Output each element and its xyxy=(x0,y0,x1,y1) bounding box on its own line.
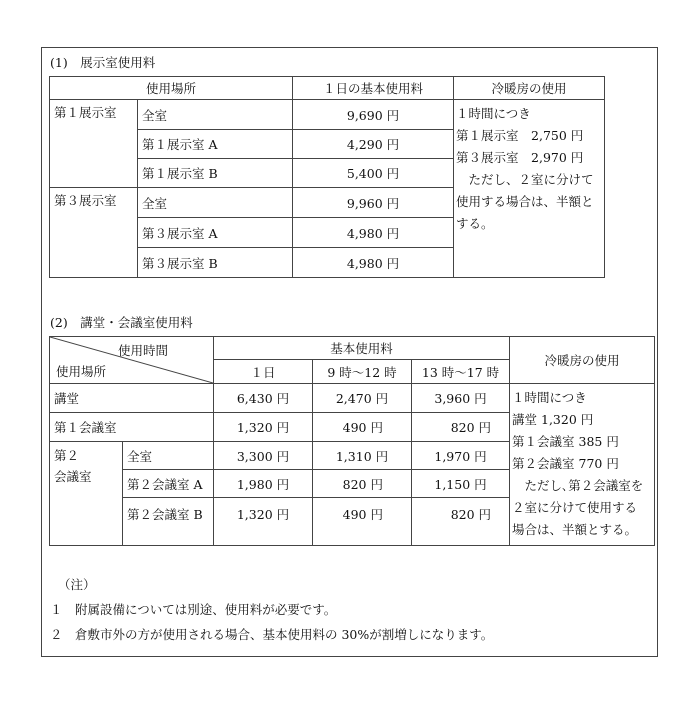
room-name: 第３展示室 B xyxy=(138,248,293,278)
diagonal-header-cell xyxy=(50,337,214,384)
fee-day: 1,980 円 xyxy=(214,470,313,498)
ac-note-line: １時間につき xyxy=(456,106,531,121)
ac-note-line: 第１会議室 385 円 xyxy=(512,434,619,449)
header-ac: 冷暖房の使用 xyxy=(454,77,605,100)
ac-note-line: ただし､第２会議室を xyxy=(512,478,644,493)
room-fee: 9,960 円 xyxy=(293,188,454,218)
group-name-line: 会議室 xyxy=(54,469,92,484)
fee-afternoon: 3,960 円 xyxy=(412,384,510,413)
notes-title: （注） xyxy=(58,577,96,592)
room-name: 全室 xyxy=(138,100,293,130)
hall-fee-table xyxy=(49,336,655,546)
room-name: 第１展示室 B xyxy=(138,159,293,188)
exhibition-fee-table xyxy=(49,76,605,278)
room-name: 第２会議室 A xyxy=(123,470,214,498)
ac-note-line: 第１展示室 2,750 円 xyxy=(456,128,584,143)
header-time: 使用時間 xyxy=(118,343,169,358)
fee-morning: 490 円 xyxy=(313,498,412,546)
fee-afternoon: 1,970 円 xyxy=(412,442,510,470)
fee-day: 6,430 円 xyxy=(214,384,313,413)
fee-afternoon: 820 円 xyxy=(412,413,510,442)
room-name: 第３展示室 A xyxy=(138,218,293,248)
section2-heading: (2) 講堂・会議室使用料 xyxy=(50,315,193,330)
group-name: 第３展示室 xyxy=(50,188,138,278)
room-fee: 9,690 円 xyxy=(293,100,454,130)
fee-afternoon: 820 円 xyxy=(412,498,510,546)
header-morning: 9 時～12 時 xyxy=(313,360,412,384)
fee-day: 1,320 円 xyxy=(214,498,313,546)
ac-note-line: ただし、２室に分けて xyxy=(456,172,594,187)
header-day: １日 xyxy=(214,360,313,384)
room-fee: 4,980 円 xyxy=(293,248,454,278)
header-place: 使用場所 xyxy=(50,77,293,100)
ac-note xyxy=(510,384,655,546)
fee-morning: 490 円 xyxy=(313,413,412,442)
group-name xyxy=(50,442,123,546)
room-fee: 4,290 円 xyxy=(293,130,454,159)
ac-note-line: 第２会議室 770 円 xyxy=(512,456,619,471)
notes xyxy=(50,572,494,647)
fee-morning: 820 円 xyxy=(313,470,412,498)
room-name: 第２会議室 B xyxy=(123,498,214,546)
header-daily-fee: １日の基本使用料 xyxy=(293,77,454,100)
room-name: 全室 xyxy=(138,188,293,218)
ac-note-line: 場合は、半額とする。 xyxy=(512,522,638,537)
fee-day: 1,320 円 xyxy=(214,413,313,442)
place-name: 講堂 xyxy=(50,384,214,413)
room-name: 全室 xyxy=(123,442,214,470)
ac-note-line: 使用する場合は、半額と xyxy=(456,194,594,209)
place-name: 第１会議室 xyxy=(50,413,214,442)
note-item: ２ 倉敷市外の方が使用される場合、基本使用料の 30%が割増しになります。 xyxy=(50,627,494,642)
fee-morning: 2,470 円 xyxy=(313,384,412,413)
fee-afternoon: 1,150 円 xyxy=(412,470,510,498)
fee-morning: 1,310 円 xyxy=(313,442,412,470)
header-afternoon: 13 時～17 時 xyxy=(412,360,510,384)
ac-note-line: 講堂 1,320 円 xyxy=(512,412,594,427)
room-fee: 4,980 円 xyxy=(293,218,454,248)
note-item: １ 附属設備については別途、使用料が必要です。 xyxy=(50,602,337,617)
room-name: 第１展示室 A xyxy=(138,130,293,159)
ac-note-line: ２室に分けて使用する xyxy=(512,500,638,515)
header-ac: 冷暖房の使用 xyxy=(510,337,655,384)
room-fee: 5,400 円 xyxy=(293,159,454,188)
ac-note-line: １時間につき xyxy=(512,390,587,405)
fee-day: 3,300 円 xyxy=(214,442,313,470)
section1-heading: (1) 展示室使用料 xyxy=(50,55,156,70)
ac-note-line: する。 xyxy=(456,216,494,231)
ac-note-line: 第３展示室 2,970 円 xyxy=(456,150,584,165)
group-name: 第１展示室 xyxy=(50,100,138,188)
header-basic-fee: 基本使用料 xyxy=(214,337,510,360)
ac-note xyxy=(454,100,605,278)
group-name-line: 第２ xyxy=(54,448,80,463)
header-place: 使用場所 xyxy=(56,364,107,379)
